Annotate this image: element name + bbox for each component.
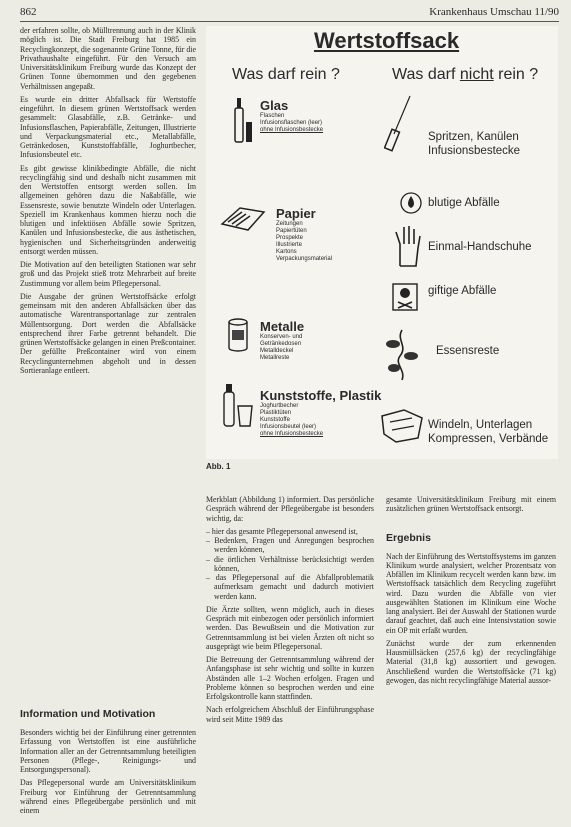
poison-icon [390,278,420,312]
category-item: Plastiktüten [260,410,292,416]
excluded-food [436,344,499,358]
page-number: 862 [20,6,37,18]
excluded-line: Infusionsbestecke [428,145,521,157]
blood-drop-icon [400,190,422,216]
category-item: Getränkedosen [260,341,302,347]
category-kunststoffe [260,388,381,438]
category-item: ohne Infusionsbestecke [260,431,324,437]
list-item: – hier das gesamte Pflegepersonal anwesend ist, [206,526,358,536]
diaper-icon [378,408,426,444]
list-item: – das Pflegepersonal auf die Abfallproblematik aufmerksam gemacht und dadurch motiviert werden kann. [206,573,374,601]
category-glas [260,98,323,134]
excluded-line: Kompressen, Verbände [428,433,549,445]
excluded-diapers [428,418,548,446]
bottle-icon [232,94,254,144]
excluded-line: Windeln, Unterlagen [428,419,533,431]
category-name: Metalle [260,319,305,334]
category-item: Kartons [276,249,297,255]
category-item: Papiertüten [276,228,307,234]
paragraph: Nach erfolgreichem Abschluß der Einführungsphase wird seit Mitte 1989 das [206,705,374,724]
list-item-text: die örtlichen Verhältnisse berücksichtigt werden können, [213,554,374,573]
section-heading-ergebnis: Ergebnis [386,531,431,544]
category-metalle [260,319,304,362]
category-item: Verpackungsmaterial [276,256,333,262]
glove-icon [392,224,422,268]
not-allowed-heading [392,66,538,84]
left-column-bottom [20,702,196,819]
food-waste-icon [382,326,422,382]
can-icon [226,316,254,356]
list-item: – die örtlichen Verhältnisse berücksichtigt werden können, [206,554,374,573]
paragraph: Besonders wichtig bei der Einführung einer getrennten Erfassung von Wertstoffen ist eine ausführliche Information aller an der Getrenntsammlung beteiligten Personen (Pflege-, Reinigungs- und Entsorgungspersonal). [20,728,196,774]
syringe-icon [384,94,414,154]
header-rule [20,21,559,22]
category-item: Joghurtbecher [260,403,299,409]
figure-title: Wertstoffsack [314,28,460,53]
newspaper-icon [220,204,266,232]
excluded-line: Essensreste [436,345,500,357]
list-item-text: das Pflegepersonal auf die Abfallproblematik aufmerksam gemacht und dadurch motiviert werden kann. [214,573,374,601]
excluded-syringes [428,130,520,158]
section-heading-information: Information und Motivation [20,708,156,720]
category-item: Metallreste [260,355,290,361]
heading-part: Was darf [392,66,460,83]
paragraph: Es gibt gewisse klinikbedingte Abfälle, die nicht recyclingfähig sind und deshalb nicht zusammen mit den Wertstoffen entsorgt werden sollen. Im allgemeinen gehören dazu die Naßabfälle, wie Essensreste, sowie benutzte Windeln oder Unterlagen. Speziell im Krankenhaus kommen hierzu noch die blutigen und infektiösen Abfälle sowie Spritzen, Kanülen und Infusionsbestecke, die aus ästhetischen, hygienischen und Sicherheitsgründen anderweitig entsorgt werden müssen. [20,163,196,256]
right-column [386,495,556,689]
list-item-text: hier das gesamte Pflegepersonal anwesend ist, [211,526,358,536]
category-item: Konserven- und [260,334,303,340]
category-name: Papier [276,206,316,221]
paragraph: Die Betreuung der Getrenntsammlung während der Anfangsphase ist sehr wichtig und sollte in kurzen Abständen alle 1–2 Wochen erfolgen. Fragen und Probleme können so besprochen werden und eine Erfolgskontrolle kann stattfinden. [206,655,374,701]
paragraph: der erfahren sollte, ob Mülltrennung auch in der Klinik möglich ist. Die Stadt Freiburg hat 1985 ein Recyclingkonzept, die sogenannte Grüne Tonne, für die Privathaushalte eingeführt. Für den Versuch am Universitätsklinikum Freiburg wurde das Konzept der Grünen Tonne übernommen und den gegebenen Verhältnissen angepaßt. [20,26,196,91]
plastic-bottle-icon [220,382,256,428]
category-item: Prospekte [276,235,304,241]
paragraph: Die Motivation auf den beteiligten Stationen war sehr groß und das Projekt stieß trotz Mehrarbeit auf breite Zustimmung vor allem beim Pflegepersonal. [20,260,196,288]
middle-column [206,495,374,728]
excluded-blood [428,196,500,210]
paragraph: Merkblatt (Abbildung 1) informiert. Das persönliche Gespräch während der Pflegeübergabe ist besonders wichtig, da: [206,495,374,523]
category-name: Glas [260,98,289,113]
category-name: Kunststoffe, Plastik [260,388,382,403]
excluded-toxic [428,284,496,298]
category-papier [276,206,332,263]
excluded-line: Einmal-Handschuhe [428,241,532,253]
category-item: Illustrierte [276,242,303,248]
category-item: Metalldeckel [260,348,294,354]
figure-wertstoffsack-flyer [206,26,558,459]
heading-emphasis: nicht [459,66,494,83]
allowed-heading: Was darf rein ? [232,66,340,83]
heading-part: rein ? [493,66,539,83]
paragraph: Das Pflegepersonal wurde am Universitätsklinikum Freiburg vor Einführung der Getrenntsammlung während eines Pflegeübergabe persönlich und mit einem [20,778,196,815]
figure-caption: Abb. 1 [206,462,231,471]
paragraph: Es wurde ein dritter Abfallsack für Wertstoffe eingeführt. In diesem grünen Wertstoffsack werden gesammelt: Glasabfälle, z.B. Getränke- und Infusionsflaschen, Papierabfälle, Zeitungen, Illustrierte und Verpackungsmaterial etc., Metallabfälle, Getränkedosen, Kunststoffabfälle, Joghurtbecher, Infusionsbeutel etc. [20,94,196,160]
journal-title: Krankenhaus Umschau 11/90 [429,6,559,18]
excluded-line: Spritzen, Kanülen [428,131,519,143]
category-item: Zeitungen [276,221,303,227]
excluded-line: giftige Abfälle [428,285,497,297]
paragraph: Die Ausgabe der grünen Wertstoffsäcke erfolgt gemeinsam mit den anderen Abfallsäcken über das automatische Warentransportanlage zur zentralen Müllentsorgung. Dort werden die Abfallsäcke entsprechend ihrer Farbe getrennt behandelt. Die grünen Wertstoffsäcke gelangen in einen Preßcontainer. Der gefüllte Preßcontainer wird von einem Recyclingunternehmen abgeholt und in dessen Sortieranlage entleert. [20,291,196,375]
left-column [20,26,196,379]
category-item: Infusionsflaschen (leer) [260,120,323,126]
category-item: ohne Infusionsbestecke [260,127,324,133]
paragraph: Zunächst wurde der zum erkennenden Hausmüllsäcken (257,6 kg) der recyclingfähige Material (31,8 kg) aussortiert und gewogen. Anschließend wurden die Wertstoffsäcke (71 kg) gewogen, das nicht recyclingfähige Material aussor- [386,638,556,685]
category-item: Flaschen [260,113,285,119]
paragraph: Nach der Einführung des Wertstoffsystems im ganzen Klinikum wurde analysiert, welcher Prozentsatz von Abfällen im Klinikum recycelt werden kann bzw. im Wertstoffsack tatsächlich dem Recycling zugeführt wird. Dazu wurden die Abfälle von vier ausgewählten Stationen im Klinikum eine Woche lang analysiert. Bei der Auswahl der Stationen wurde darauf geachtet, daß auch eine Intensivstation sowie ein OP mit erfaßt wurden. [386,551,556,635]
excluded-line: blutige Abfälle [428,197,500,209]
list-item: – Bedenken, Fragen und Anregungen besprochen werden können, [206,536,374,555]
paragraph: Die Ärzte sollten, wenn möglich, auch in dieses Gespräch mit einbezogen oder persönlich informiert werden. Das Bewußtsein und die Motivation zur Getrenntsammlung ist bei vielen Ärzten oft nicht so ausgeprägt wie beim Pflegepersonal. [206,604,374,651]
bullet-list [206,527,374,601]
excluded-gloves [428,240,532,254]
list-item-text: Bedenken, Fragen und Anregungen besprochen werden können, [214,536,374,555]
category-item: Kunststoffe [260,417,290,423]
paragraph: gesamte Universitätsklinikum Freiburg mit einem zusätzlichen grünen Wertstoffsack entsorgt. [386,495,556,514]
category-item: Infusionsbeutel (leer) [260,424,317,430]
